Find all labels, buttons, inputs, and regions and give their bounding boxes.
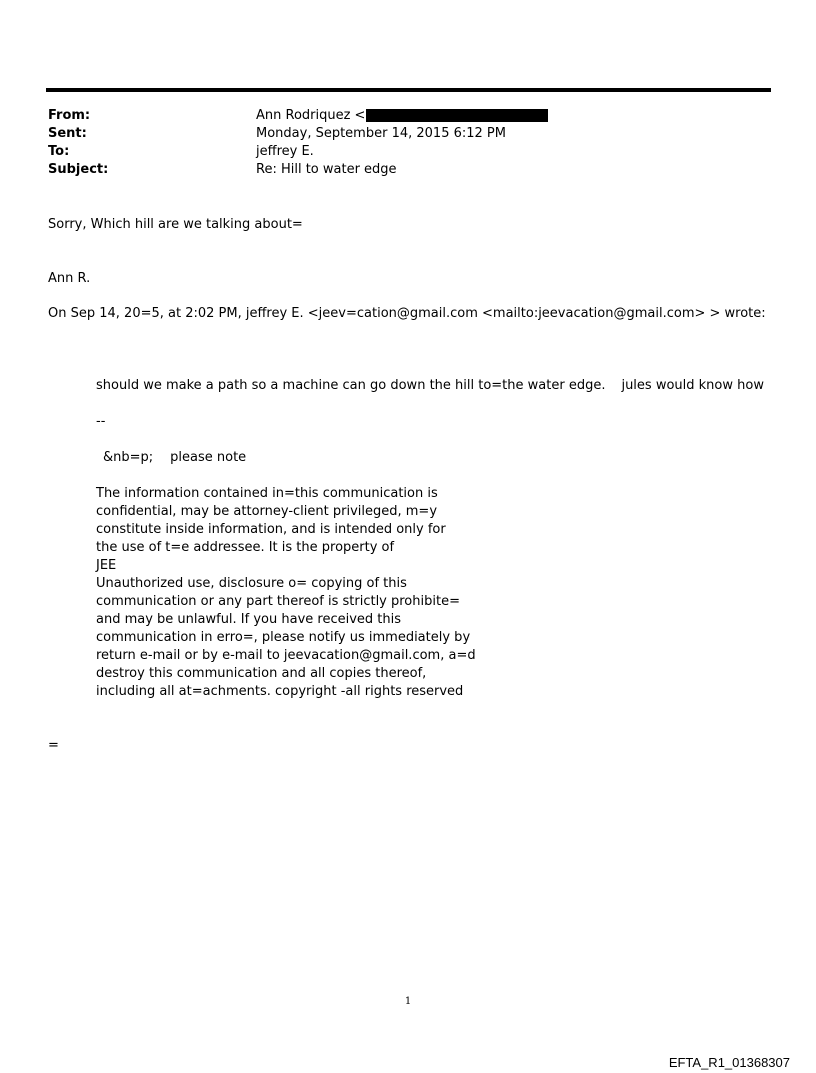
trailing-equals: = xyxy=(48,738,59,753)
quoted-message-line xyxy=(96,377,764,395)
subject-value: Re: Hill to water edge xyxy=(256,162,397,177)
to-value: jeffrey E. xyxy=(256,144,314,159)
quoted-message-tail: jules would know how xyxy=(621,378,764,393)
quoted-message: should we make a path so a machine can go down the hill to=the water edge. xyxy=(96,378,606,393)
disclaimer-line: communication in erro=, please notify us immediately by xyxy=(96,630,471,645)
disclaimer-line: and may be unlawful. If you have received this xyxy=(96,612,402,627)
header-rule xyxy=(46,88,771,92)
redaction-box xyxy=(366,109,548,122)
quote-attribution: On Sep 14, 20=5, at 2:02 PM, jeffrey E. <jeev=cation@gmail.com <mailto:jeevacation@gmail.com> > wrote: xyxy=(48,306,766,321)
subject-label: Subject: xyxy=(48,162,109,177)
disclaimer-line: constitute inside information, and is intended only for xyxy=(96,522,446,537)
from-label: From: xyxy=(48,108,91,123)
please-note: please note xyxy=(170,450,247,465)
signature: Ann R. xyxy=(48,271,91,286)
disclaimer-line: communication or any part thereof is strictly prohibite= xyxy=(96,594,460,609)
disclaimer-line: destroy this communication and all copies thereof, xyxy=(96,666,427,681)
from-name: Ann Rodriquez < xyxy=(256,108,366,123)
disclaimer-line: Unauthorized use, disclosure o= copying of this xyxy=(96,576,407,591)
disclaimer-line: confidential, may be attorney-client privileged, m=y xyxy=(96,504,438,519)
nbsp-artifact: &nb=p; xyxy=(103,450,154,465)
disclaimer-line: the use of t=e addressee. It is the property of xyxy=(96,540,395,555)
sent-label: Sent: xyxy=(48,126,87,141)
sig-separator: -- xyxy=(96,414,106,429)
bates-number: EFTA_R1_01368307 xyxy=(668,1055,790,1070)
reply-line: Sorry, Which hill are we talking about= xyxy=(48,217,303,232)
disclaimer-line: including all at=achments. copyright -all rights reserved xyxy=(96,684,464,699)
disclaimer-line: JEE xyxy=(96,558,117,573)
sent-value: Monday, September 14, 2015 6:12 PM xyxy=(256,126,506,141)
disclaimer-line: The information contained in=this communication is xyxy=(96,486,438,501)
from-value xyxy=(256,107,548,125)
to-label: To: xyxy=(48,144,70,159)
page-number: 1 xyxy=(404,996,412,1007)
please-note-line xyxy=(96,449,246,467)
disclaimer-line: return e-mail or by e-mail to jeevacation@gmail.com, a=d xyxy=(96,648,476,663)
